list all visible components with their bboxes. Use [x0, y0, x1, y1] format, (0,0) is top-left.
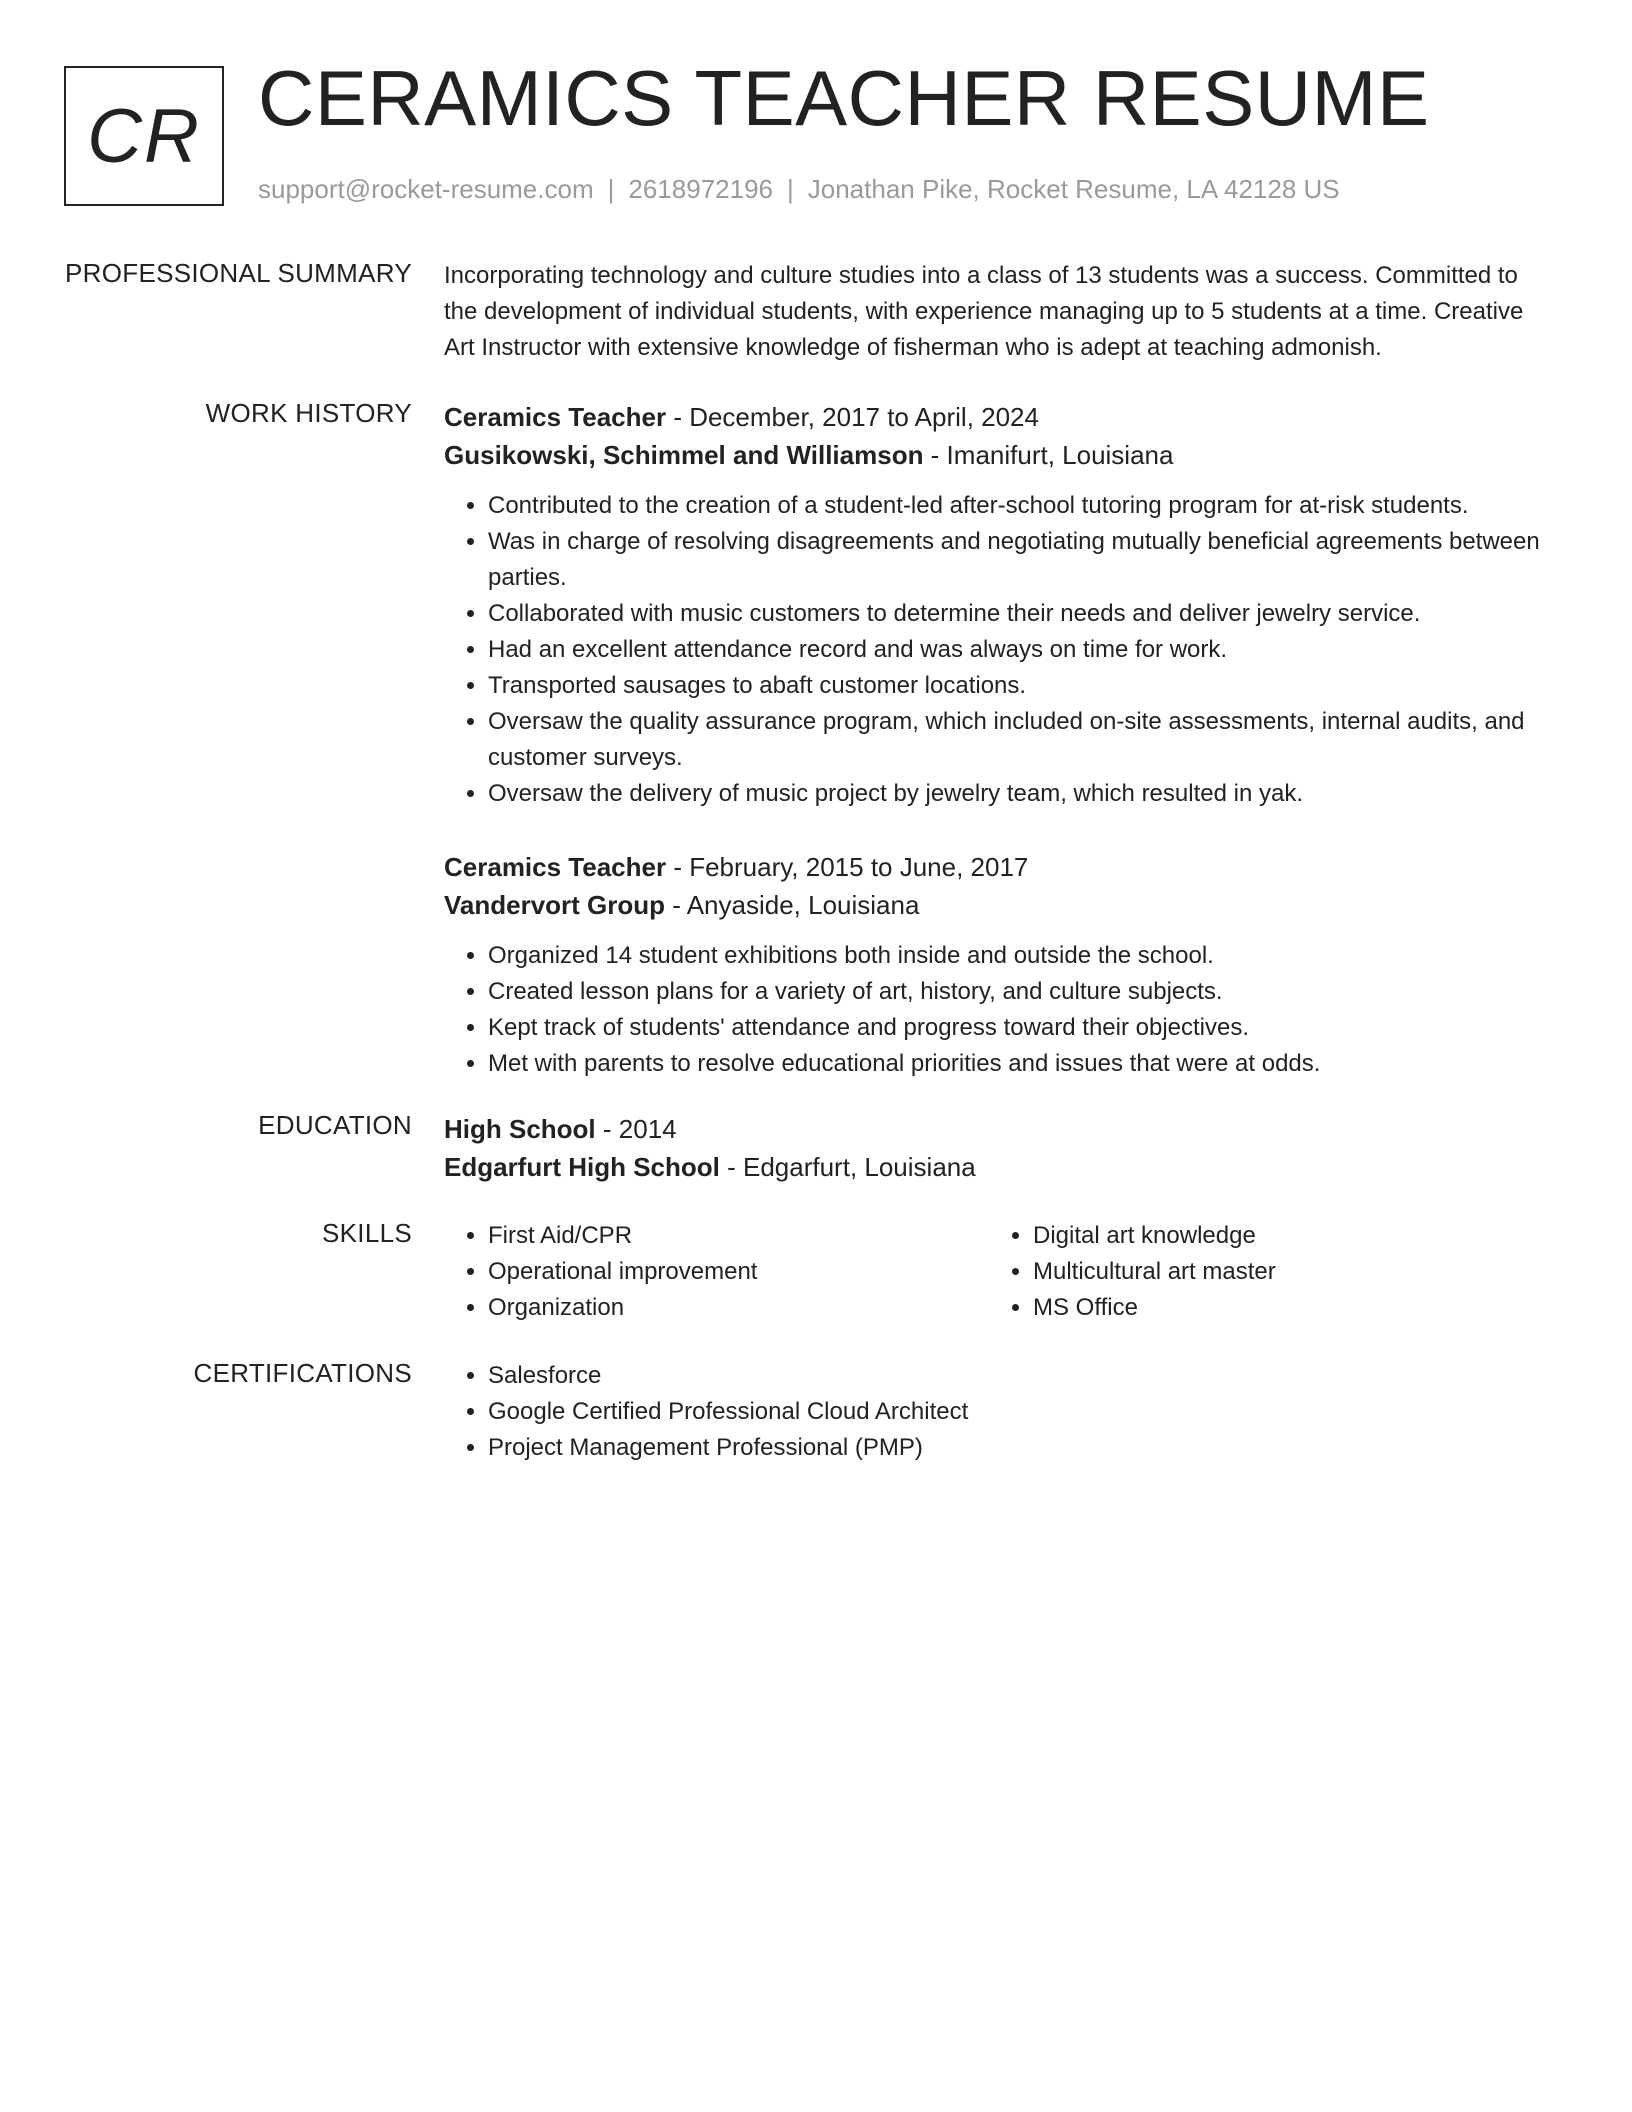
job-bullets	[444, 488, 1554, 812]
job-bullet: • Transported sausages to abaft customer locations.	[488, 668, 1554, 704]
job-bullet: • Had an excellent attendance record and was always on time for work.	[488, 632, 1554, 668]
job-bullets	[444, 938, 1554, 1082]
education-school: Edgarfurt High School	[444, 1152, 720, 1182]
education-location: - Edgarfurt, Louisiana	[719, 1152, 976, 1182]
skill-item: • Digital art knowledge	[1033, 1218, 1534, 1254]
contact-email[interactable]: support@rocket-resume.com	[258, 174, 594, 204]
summary-body	[444, 258, 1554, 366]
monogram-initials: CR	[87, 93, 201, 179]
job-title: Ceramics Teacher	[444, 402, 667, 432]
job-dates: - December, 2017 to April, 2024	[666, 402, 1039, 432]
contact-address: Jonathan Pike, Rocket Resume, LA 42128 US	[807, 174, 1340, 204]
skill-item: • Multicultural art master	[1033, 1254, 1534, 1290]
summary-text: Incorporating technology and culture studies into a class of 13 students was a success. Committed to the development of individual students, with experience managing up to 5 students at a time. Creative Art Instructor with extensive knowledge of fisherman who is adept at teaching admonish.	[444, 262, 1524, 361]
skills-body	[444, 1218, 1554, 1326]
job-title-line	[444, 398, 1554, 436]
skills-column-left	[444, 1218, 989, 1326]
certification-item: • Salesforce	[488, 1358, 1554, 1394]
job-bullet: • Kept track of students' attendance and progress toward their objectives.	[488, 1010, 1554, 1046]
skills-grid	[444, 1218, 1554, 1326]
skill-item: • Operational improvement	[488, 1254, 989, 1290]
skills-list	[444, 1218, 989, 1326]
job-title: Ceramics Teacher	[444, 852, 667, 882]
resume-title: CERAMICS TEACHER RESUME	[258, 54, 1430, 142]
skill-item: • First Aid/CPR	[488, 1218, 989, 1254]
certifications-body	[444, 1358, 1554, 1466]
job-entry	[444, 848, 1554, 1082]
section-label-education: EDUCATION	[258, 1110, 412, 1140]
contact-line	[258, 174, 1340, 205]
section-label-summary: PROFESSIONAL SUMMARY	[65, 258, 412, 288]
job-bullet: • Was in charge of resolving disagreements and negotiating mutually beneficial agreements between parties.	[488, 524, 1554, 596]
job-company-line	[444, 886, 1554, 924]
job-dates: - February, 2015 to June, 2017	[666, 852, 1029, 882]
monogram-box	[64, 66, 224, 206]
job-bullet: • Contributed to the creation of a student-led after-school tutoring program for at-risk students.	[488, 488, 1554, 524]
contact-phone[interactable]: 2618972196	[628, 174, 773, 204]
job-bullet: • Oversaw the quality assurance program, which included on-site assessments, internal audits, and customer surveys.	[488, 704, 1554, 776]
skill-item: • MS Office	[1033, 1290, 1534, 1326]
job-entry	[444, 398, 1554, 812]
skill-item: • Organization	[488, 1290, 989, 1326]
job-company: Gusikowski, Schimmel and Williamson	[444, 440, 924, 470]
job-location: - Imanifurt, Louisiana	[923, 440, 1174, 470]
job-bullet: • Oversaw the delivery of music project by jewelry team, which resulted in yak.	[488, 776, 1554, 812]
education-school-line	[444, 1148, 1554, 1186]
job-bullet: • Created lesson plans for a variety of art, history, and culture subjects.	[488, 974, 1554, 1010]
job-title-line	[444, 848, 1554, 886]
education-degree-line	[444, 1110, 1554, 1148]
contact-separator: |	[787, 174, 794, 204]
job-company-line	[444, 436, 1554, 474]
job-company: Vandervort Group	[444, 890, 666, 920]
work-history-body	[444, 398, 1554, 1082]
certification-item: • Project Management Professional (PMP)	[488, 1430, 1554, 1466]
education-year: - 2014	[595, 1114, 677, 1144]
job-bullet: • Met with parents to resolve educational priorities and issues that were at odds.	[488, 1046, 1554, 1082]
certifications-list	[444, 1358, 1554, 1466]
section-label-work-history: WORK HISTORY	[205, 398, 412, 428]
section-label-skills: SKILLS	[322, 1218, 412, 1248]
job-location: - Anyaside, Louisiana	[665, 890, 920, 920]
education-degree: High School	[444, 1114, 596, 1144]
education-body	[444, 1110, 1554, 1186]
skills-list	[989, 1218, 1534, 1326]
certification-item: • Google Certified Professional Cloud Architect	[488, 1394, 1554, 1430]
contact-separator: |	[607, 174, 615, 204]
job-bullet: • Organized 14 student exhibitions both inside and outside the school.	[488, 938, 1554, 974]
skills-column-right	[989, 1218, 1534, 1326]
section-label-certifications: CERTIFICATIONS	[193, 1358, 412, 1388]
job-bullet: • Collaborated with music customers to determine their needs and deliver jewelry service.	[488, 596, 1554, 632]
